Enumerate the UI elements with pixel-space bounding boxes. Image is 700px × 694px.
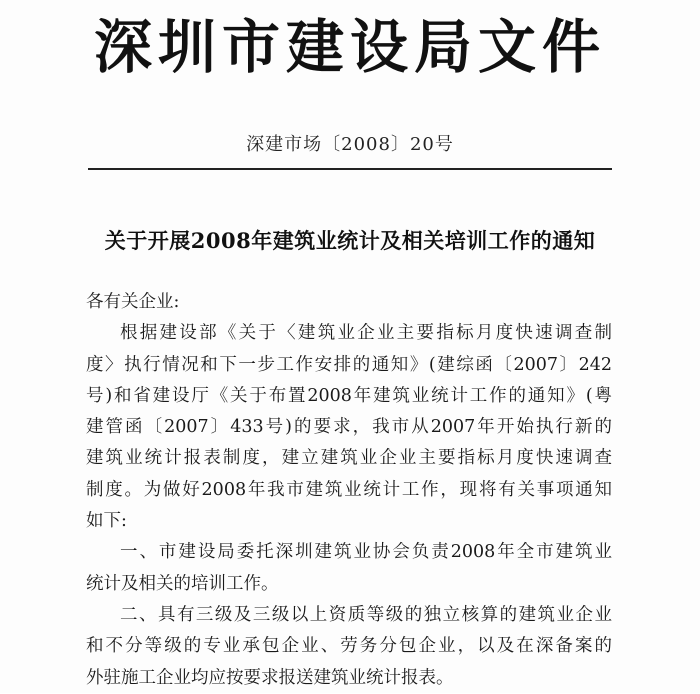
body-line: 制度。为做好2008年我市建筑业统计工作，现将有关事项通知 xyxy=(86,479,612,500)
body-line: 根据建设部《关于〈建筑业企业主要指标月度快速调查制 xyxy=(120,323,612,344)
notice-title: 关于开展2008年建筑业统计及相关培训工作的通知 xyxy=(104,228,596,253)
document-number: 深建市场〔2008〕20号 xyxy=(246,134,454,155)
body-line: 和不分等级的专业承包企业、劳务分包企业，以及在深备案的 xyxy=(86,636,612,657)
body-line: 一、市建设局委托深圳建筑业协会负责2008年全市建筑业 xyxy=(120,542,612,563)
body-line: 外驻施工企业均应按要求报送建筑业统计报表。 xyxy=(86,667,454,688)
salutation: 各有关企业: xyxy=(86,292,180,312)
body-line: 号)和省建设厅《关于布置2008年建筑业统计工作的通知》(粤 xyxy=(86,385,612,406)
body-line: 如下: xyxy=(86,511,127,532)
body-line: 统计及相关的培训工作。 xyxy=(86,573,279,594)
header-divider xyxy=(88,168,612,170)
body-line: 度〉执行情况和下一步工作安排的通知》(建综函〔2007〕242 xyxy=(86,354,612,375)
issuer-header: 深圳市建设局文件 xyxy=(93,13,606,81)
body-line: 建筑业统计报表制度，建立建筑业企业主要指标月度快速调查 xyxy=(86,448,612,469)
notice-body xyxy=(86,287,612,694)
body-line: 建管函〔2007〕433号)的要求，我市从2007年开始执行新的 xyxy=(86,417,612,438)
body-line: 二、具有三级及三级以上资质等级的独立核算的建筑业企业 xyxy=(120,604,612,625)
